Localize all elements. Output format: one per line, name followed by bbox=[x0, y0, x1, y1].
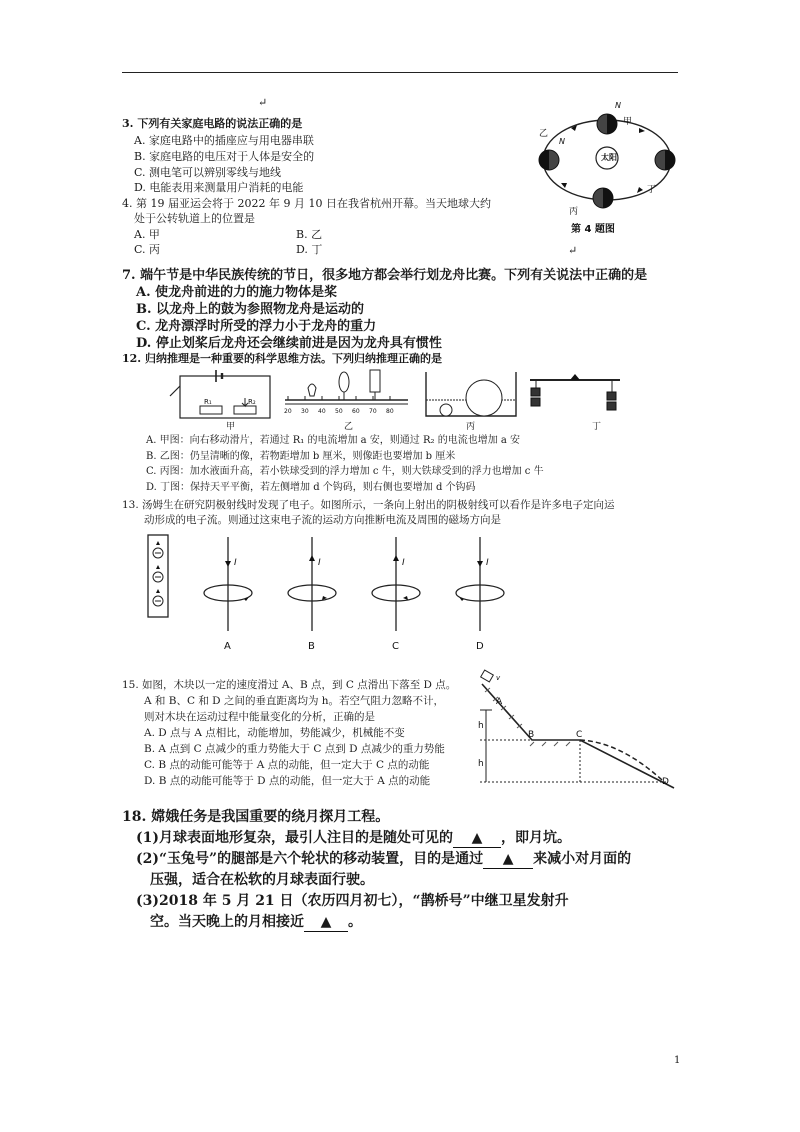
height-label-2: h bbox=[478, 759, 484, 769]
q18-part2 bbox=[136, 850, 631, 869]
q12-option-d: D. 丁图：保持天平平衡，若左侧增加 d 个钩码，则右侧也要增加 d 个钩码 bbox=[146, 482, 476, 493]
current-label-b: I bbox=[318, 558, 321, 568]
q15-option-d: D. B 点的动能可能等于 D 点的动能，但一定大于 A 点的动能 bbox=[144, 775, 431, 787]
return-mark: ↵ bbox=[258, 96, 268, 109]
tick-30: 30 bbox=[301, 408, 309, 415]
q4-stem-line1: 4. 第 19 届亚运会将于 2022 年 9 月 10 日在我省杭州开幕。当天地球大约 bbox=[122, 197, 491, 210]
orbit-label-bing: 丙 bbox=[569, 207, 579, 217]
option-a-diagram bbox=[204, 537, 252, 652]
q3-option-c: C. 测电笔可以辨别零线与地线 bbox=[134, 166, 282, 179]
q15-stem-line3: 则对木块在运动过程中能量变化的分析，正确的是 bbox=[144, 711, 375, 723]
q3-option-b: B. 家庭电路的电压对于人体是安全的 bbox=[134, 150, 315, 163]
resistor-r1 bbox=[200, 406, 222, 414]
q7-option-c: C. 龙舟漂浮时所受的浮力小于龙舟的重力 bbox=[136, 319, 377, 334]
electron-icons bbox=[153, 541, 163, 606]
point-c-label: C bbox=[576, 730, 583, 740]
label-yi: 乙 bbox=[344, 422, 354, 432]
q18-part3-line1: (3)2018 年 5 月 21 日（农历四月初七），“鹊桥号”中继卫星发射升 bbox=[136, 893, 569, 909]
label-ding: 丁 bbox=[592, 422, 602, 432]
wooden-block bbox=[481, 670, 494, 682]
option-d-diagram bbox=[456, 537, 504, 652]
pole-label-top: N bbox=[615, 101, 621, 110]
q13-stem-line1: 13. 汤姆生在研究阴极射线时发现了电子。如图所示，一条向上射出的阴极射线可以看作是许多电子定向运 bbox=[122, 499, 615, 511]
q12-figure bbox=[130, 366, 650, 432]
q4-option-d: D. 丁 bbox=[296, 243, 323, 256]
resistor-r2-label: R₂ bbox=[248, 398, 256, 406]
q12-option-b: B. 乙图：仍呈清晰的像，若物距增加 b 厘米，则像距也要增加 b 厘米 bbox=[146, 451, 456, 462]
option-c-diagram bbox=[372, 537, 420, 652]
label-bing: 丙 bbox=[466, 422, 476, 432]
q15-stem-line1: 15. 如图，木块以一定的速度滑过 A、B 点，到 C 点滑出下落至 D 点。 bbox=[122, 679, 457, 691]
sun-label: 太阳 bbox=[601, 153, 617, 162]
q15-stem-line2: A 和 B、C 和 D 之间的垂直距离均为 h。若空气阻力忽略不计， bbox=[144, 695, 445, 707]
block-velocity-label: v bbox=[496, 674, 501, 682]
option-label-c: C bbox=[392, 641, 399, 652]
return-mark-2: ↵ bbox=[568, 244, 578, 257]
point-a-label: A bbox=[496, 697, 503, 707]
q4-stem-line2: 处于公转轨道上的位置是 bbox=[134, 212, 255, 225]
tick-60: 60 bbox=[352, 408, 360, 415]
header-rule bbox=[122, 72, 678, 73]
q18-part1-after: ，即月坑。 bbox=[501, 830, 571, 846]
small-iron-ball bbox=[440, 404, 452, 416]
q18-title: 18. 嫦娥任务是我国重要的绕月探月工程。 bbox=[122, 809, 390, 825]
option-label-b: B bbox=[308, 641, 315, 652]
q15-option-b: B. A 点到 C 点减少的重力势能大于 C 点到 D 点减少的重力势能 bbox=[144, 743, 445, 755]
q18-part1 bbox=[136, 829, 571, 848]
q3-stem: 3. 下列有关家庭电路的说法正确的是 bbox=[122, 117, 303, 130]
q4-option-c: C. 丙 bbox=[134, 243, 161, 256]
q12-option-a: A. 甲图：向右移动滑片，若通过 R₁ 的电流增加 a 安，则通过 R₂ 的电流也增加 a 安 bbox=[146, 435, 521, 446]
balance-figure bbox=[530, 374, 620, 410]
q4-figure-caption: 第 4 题图 bbox=[571, 224, 615, 235]
option-b-diagram bbox=[288, 537, 336, 652]
tick-80: 80 bbox=[386, 408, 394, 415]
circuit-diagram bbox=[170, 370, 270, 418]
q18-part2-before: (2)“玉兔号”的腿部是六个轮状的移动装置，目的是通过 bbox=[136, 851, 484, 867]
current-label-c: I bbox=[402, 558, 405, 568]
optical-bench bbox=[284, 370, 408, 415]
label-jia: 甲 bbox=[226, 422, 236, 432]
q7-stem: 7. 端午节是中华民族传统的节日，很多地方都会举行划龙舟比赛。下列有关说法中正确的是 bbox=[122, 268, 648, 283]
screen-icon bbox=[370, 370, 380, 392]
q7-option-b: B. 以龙舟上的鼓为参照物龙舟是运动的 bbox=[136, 302, 365, 317]
point-d-label: D bbox=[662, 777, 669, 787]
pole-label-left: N bbox=[559, 137, 565, 146]
beaker-figure bbox=[426, 372, 516, 416]
current-label-a: I bbox=[234, 558, 237, 568]
earth-orbit-figure bbox=[535, 98, 675, 248]
q12-option-c: C. 丙图：加水液面升高，若小铁球受到的浮力增加 c 牛，则大铁球受到的浮力也增加 c 牛 bbox=[146, 466, 544, 477]
q18-part3-before: 空。当天晚上的月相接近 bbox=[150, 914, 304, 930]
option-label-d: D bbox=[476, 641, 484, 652]
q12-stem: 12. 归纳推理是一种重要的科学思维方法。下列归纳推理正确的是 bbox=[122, 352, 442, 365]
orbit-label-jia: 甲 bbox=[623, 117, 633, 127]
q15-slope-figure bbox=[470, 670, 676, 792]
large-iron-ball bbox=[466, 380, 502, 416]
q18-part2-line2: 压强，适合在松软的月球表面行驶。 bbox=[150, 872, 374, 888]
q18-part2-after: 来减小对月面的 bbox=[533, 851, 632, 867]
q15-option-a: A. D 点与 A 点相比，动能增加，势能减少，机械能不变 bbox=[144, 727, 405, 739]
q7-option-a: A. 使龙舟前进的力的施力物体是桨 bbox=[136, 285, 338, 300]
q7-option-d: D. 停止划桨后龙舟还会继续前进是因为龙舟具有惯性 bbox=[136, 336, 442, 351]
q15-option-c: C. B 点的动能可能等于 A 点的动能，但一定大于 C 点的动能 bbox=[144, 759, 430, 771]
q4-option-a: A. 甲 bbox=[134, 228, 160, 241]
orbit-label-yi: 乙 bbox=[539, 129, 549, 139]
tick-40: 40 bbox=[318, 408, 326, 415]
tick-70: 70 bbox=[369, 408, 377, 415]
q18-part1-before: (1)月球表面地形复杂，最引人注目的是随处可见的 bbox=[136, 830, 453, 846]
option-label-a: A bbox=[224, 641, 231, 652]
orbit-label-ding: 丁 bbox=[647, 185, 657, 195]
tick-20: 20 bbox=[284, 408, 292, 415]
resistor-r1-label: R₁ bbox=[204, 398, 212, 406]
switch bbox=[170, 386, 180, 396]
lens-icon bbox=[339, 372, 349, 392]
tick-50: 50 bbox=[335, 408, 343, 415]
q18-part3-after: 。 bbox=[348, 914, 362, 930]
q18-part1-blank[interactable]: ▲ bbox=[453, 829, 501, 848]
q18-part3 bbox=[150, 913, 362, 932]
resistor-r2 bbox=[234, 406, 256, 414]
q3-option-d: D. 电能表用来测量用户消耗的电能 bbox=[134, 181, 304, 194]
current-label-d: I bbox=[486, 558, 489, 568]
q13-figure bbox=[146, 535, 526, 655]
candle-icon bbox=[308, 384, 316, 396]
q13-stem-line2: 动形成的电子流。则通过这束电子流的运动方向推断电流及周围的磁场方向是 bbox=[144, 514, 501, 526]
q18-part2-blank[interactable]: ▲ bbox=[483, 850, 533, 869]
q4-option-b: B. 乙 bbox=[296, 228, 323, 241]
page-number: 1 bbox=[674, 1055, 681, 1066]
point-b-label: B bbox=[528, 730, 535, 740]
q18-part3-blank[interactable]: ▲ bbox=[304, 913, 348, 932]
height-label-1: h bbox=[478, 721, 484, 731]
q3-option-a: A. 家庭电路中的插座应与用电器串联 bbox=[134, 134, 314, 147]
